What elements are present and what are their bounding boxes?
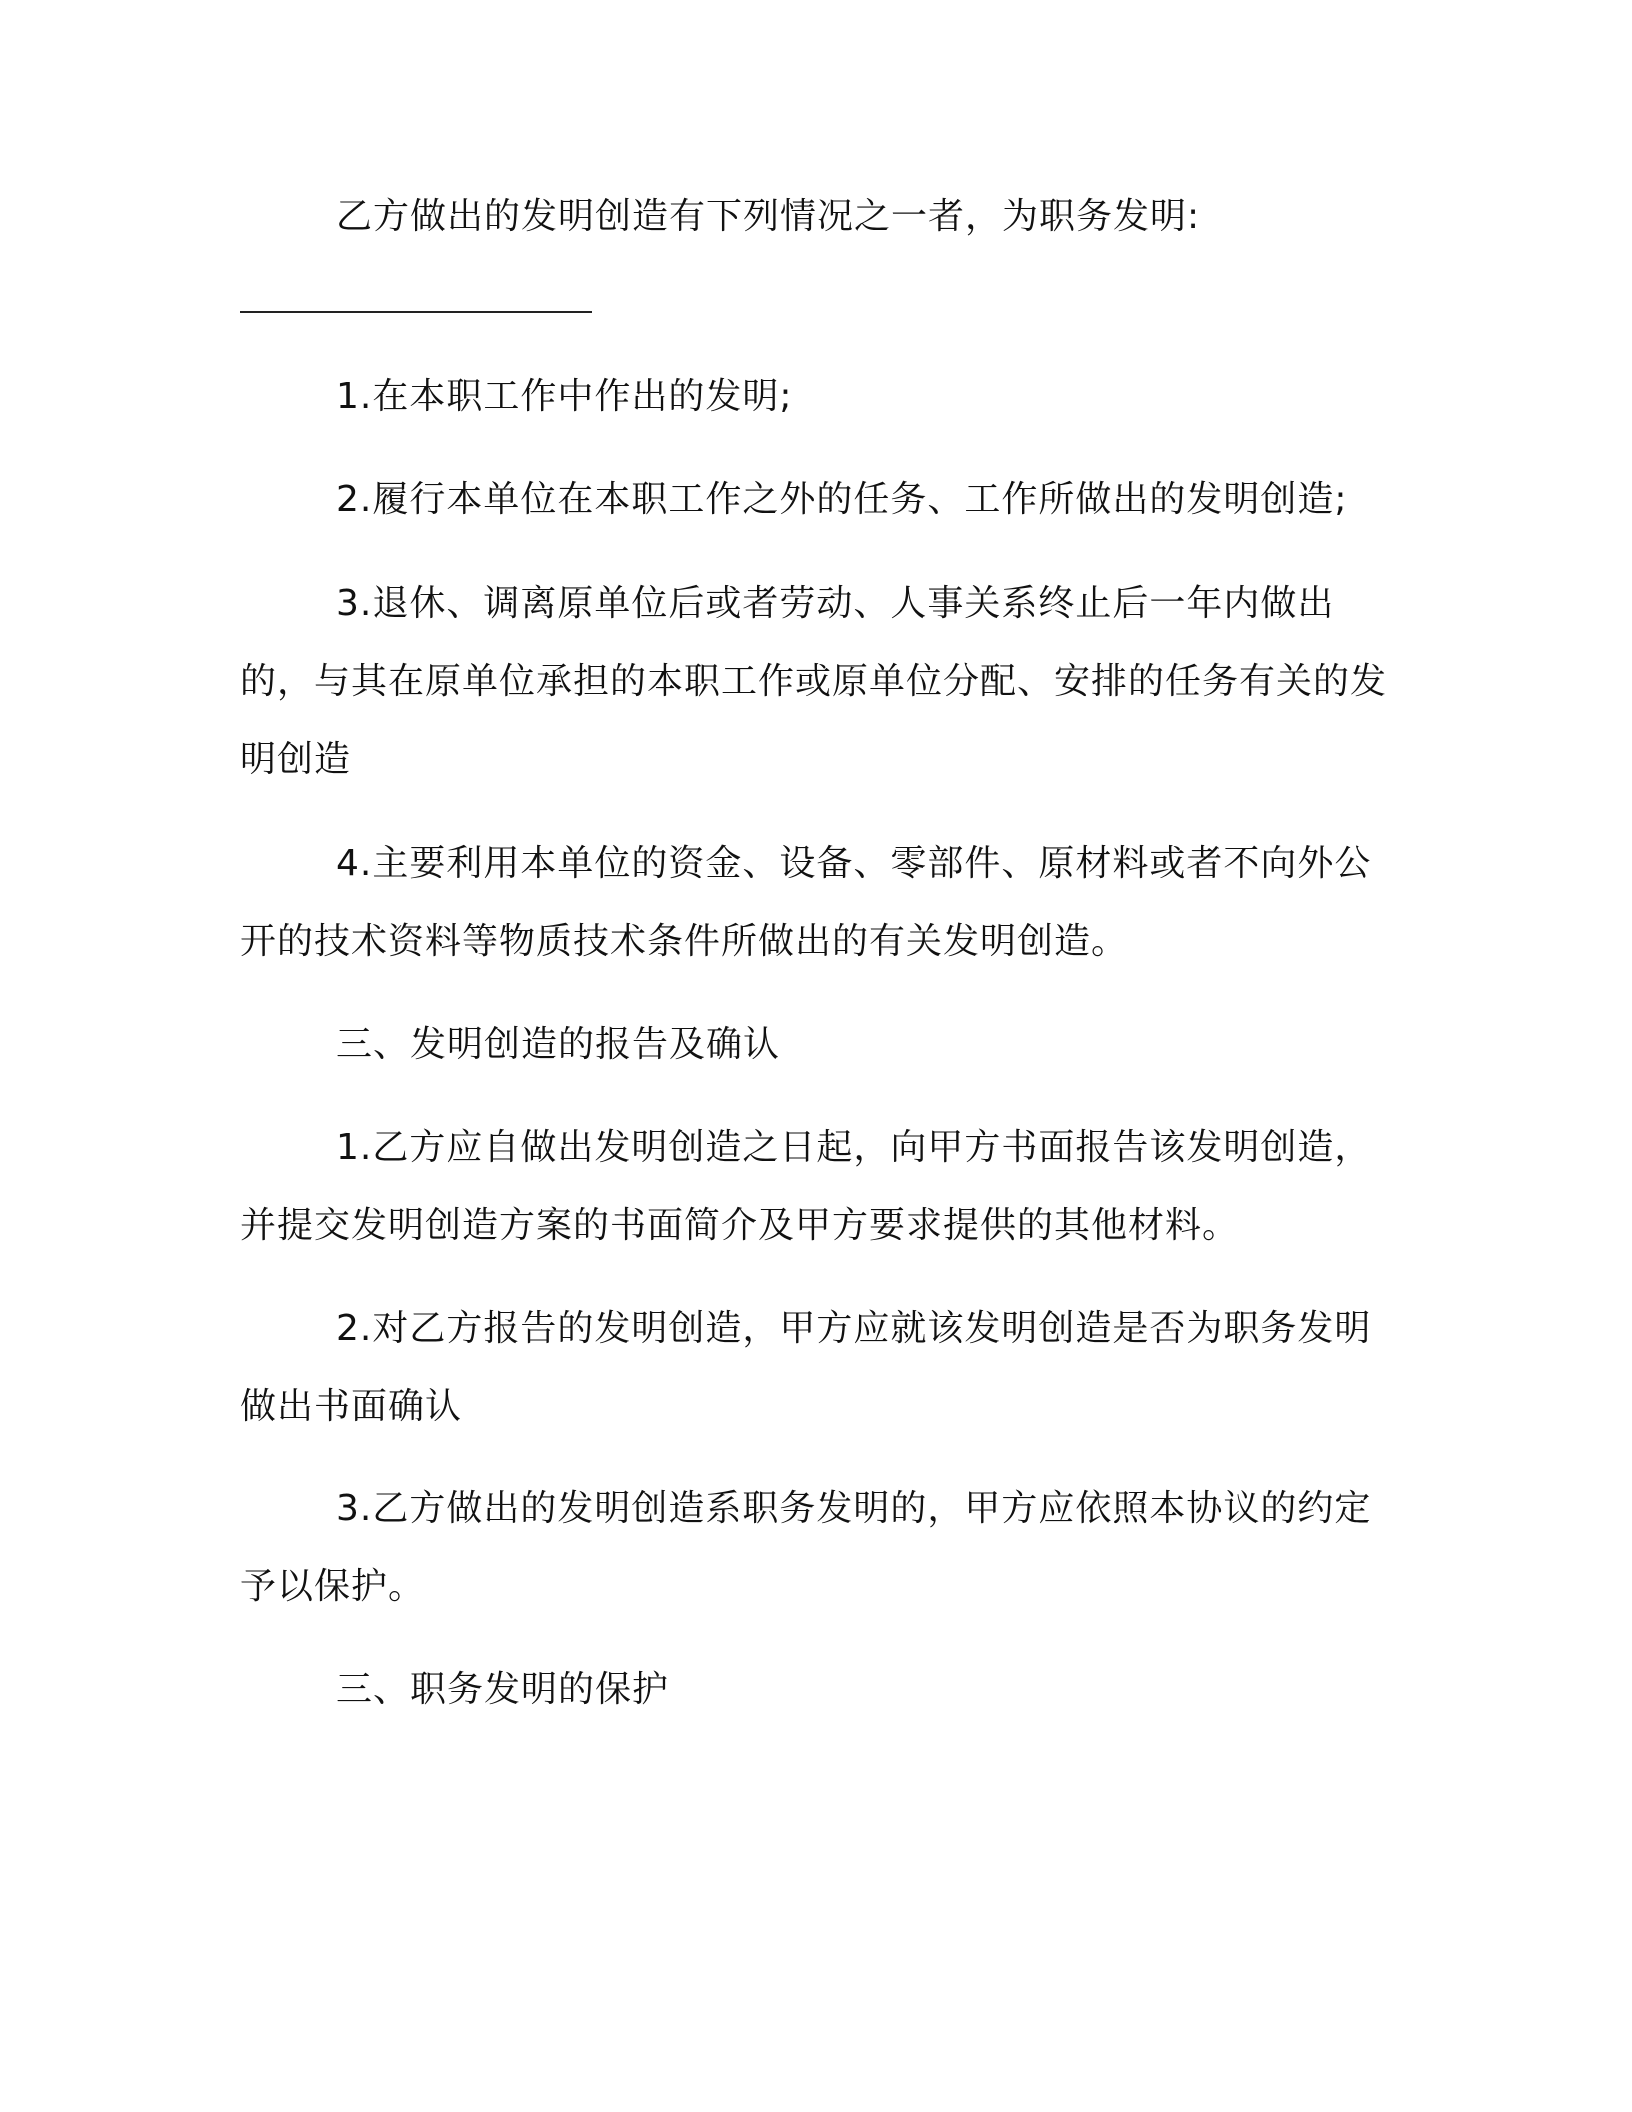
intro-paragraph: 乙方做出的发明创造有下列情况之一者，为职务发明: xyxy=(336,196,1201,237)
report-item-2: 2.对乙方报告的发明创造，甲方应就该发明创造是否为职务发明做出书面确认 xyxy=(240,1308,1372,1427)
clause-item-2: 2.履行本单位在本职工作之外的任务、工作所做出的发明创造; xyxy=(336,479,1348,520)
section-heading-protection: 三、职务发明的保护 xyxy=(336,1669,670,1710)
report-item-1: 1.乙方应自做出发明创造之日起，向甲方书面报告该发明创造，并提交发明创造方案的书面简介及甲方要求提供的其他材料。 xyxy=(240,1127,1372,1246)
fill-in-blank-line xyxy=(240,311,592,313)
section-heading-report: 三、发明创造的报告及确认 xyxy=(336,1024,781,1065)
clause-item-4: 4.主要利用本单位的资金、设备、零部件、原材料或者不向外公开的技术资料等物质技术条件所做出的有关发明创造。 xyxy=(240,843,1372,962)
clause-item-1: 1.在本职工作中作出的发明; xyxy=(336,376,793,417)
report-item-3: 3.乙方做出的发明创造系职务发明的，甲方应依照本协议的约定予以保护。 xyxy=(240,1488,1372,1607)
clause-item-3: 3.退休、调离原单位后或者劳动、人事关系终止后一年内做出的，与其在原单位承担的本职工作或原单位分配、安排的任务有关的发明创造 xyxy=(240,583,1388,780)
